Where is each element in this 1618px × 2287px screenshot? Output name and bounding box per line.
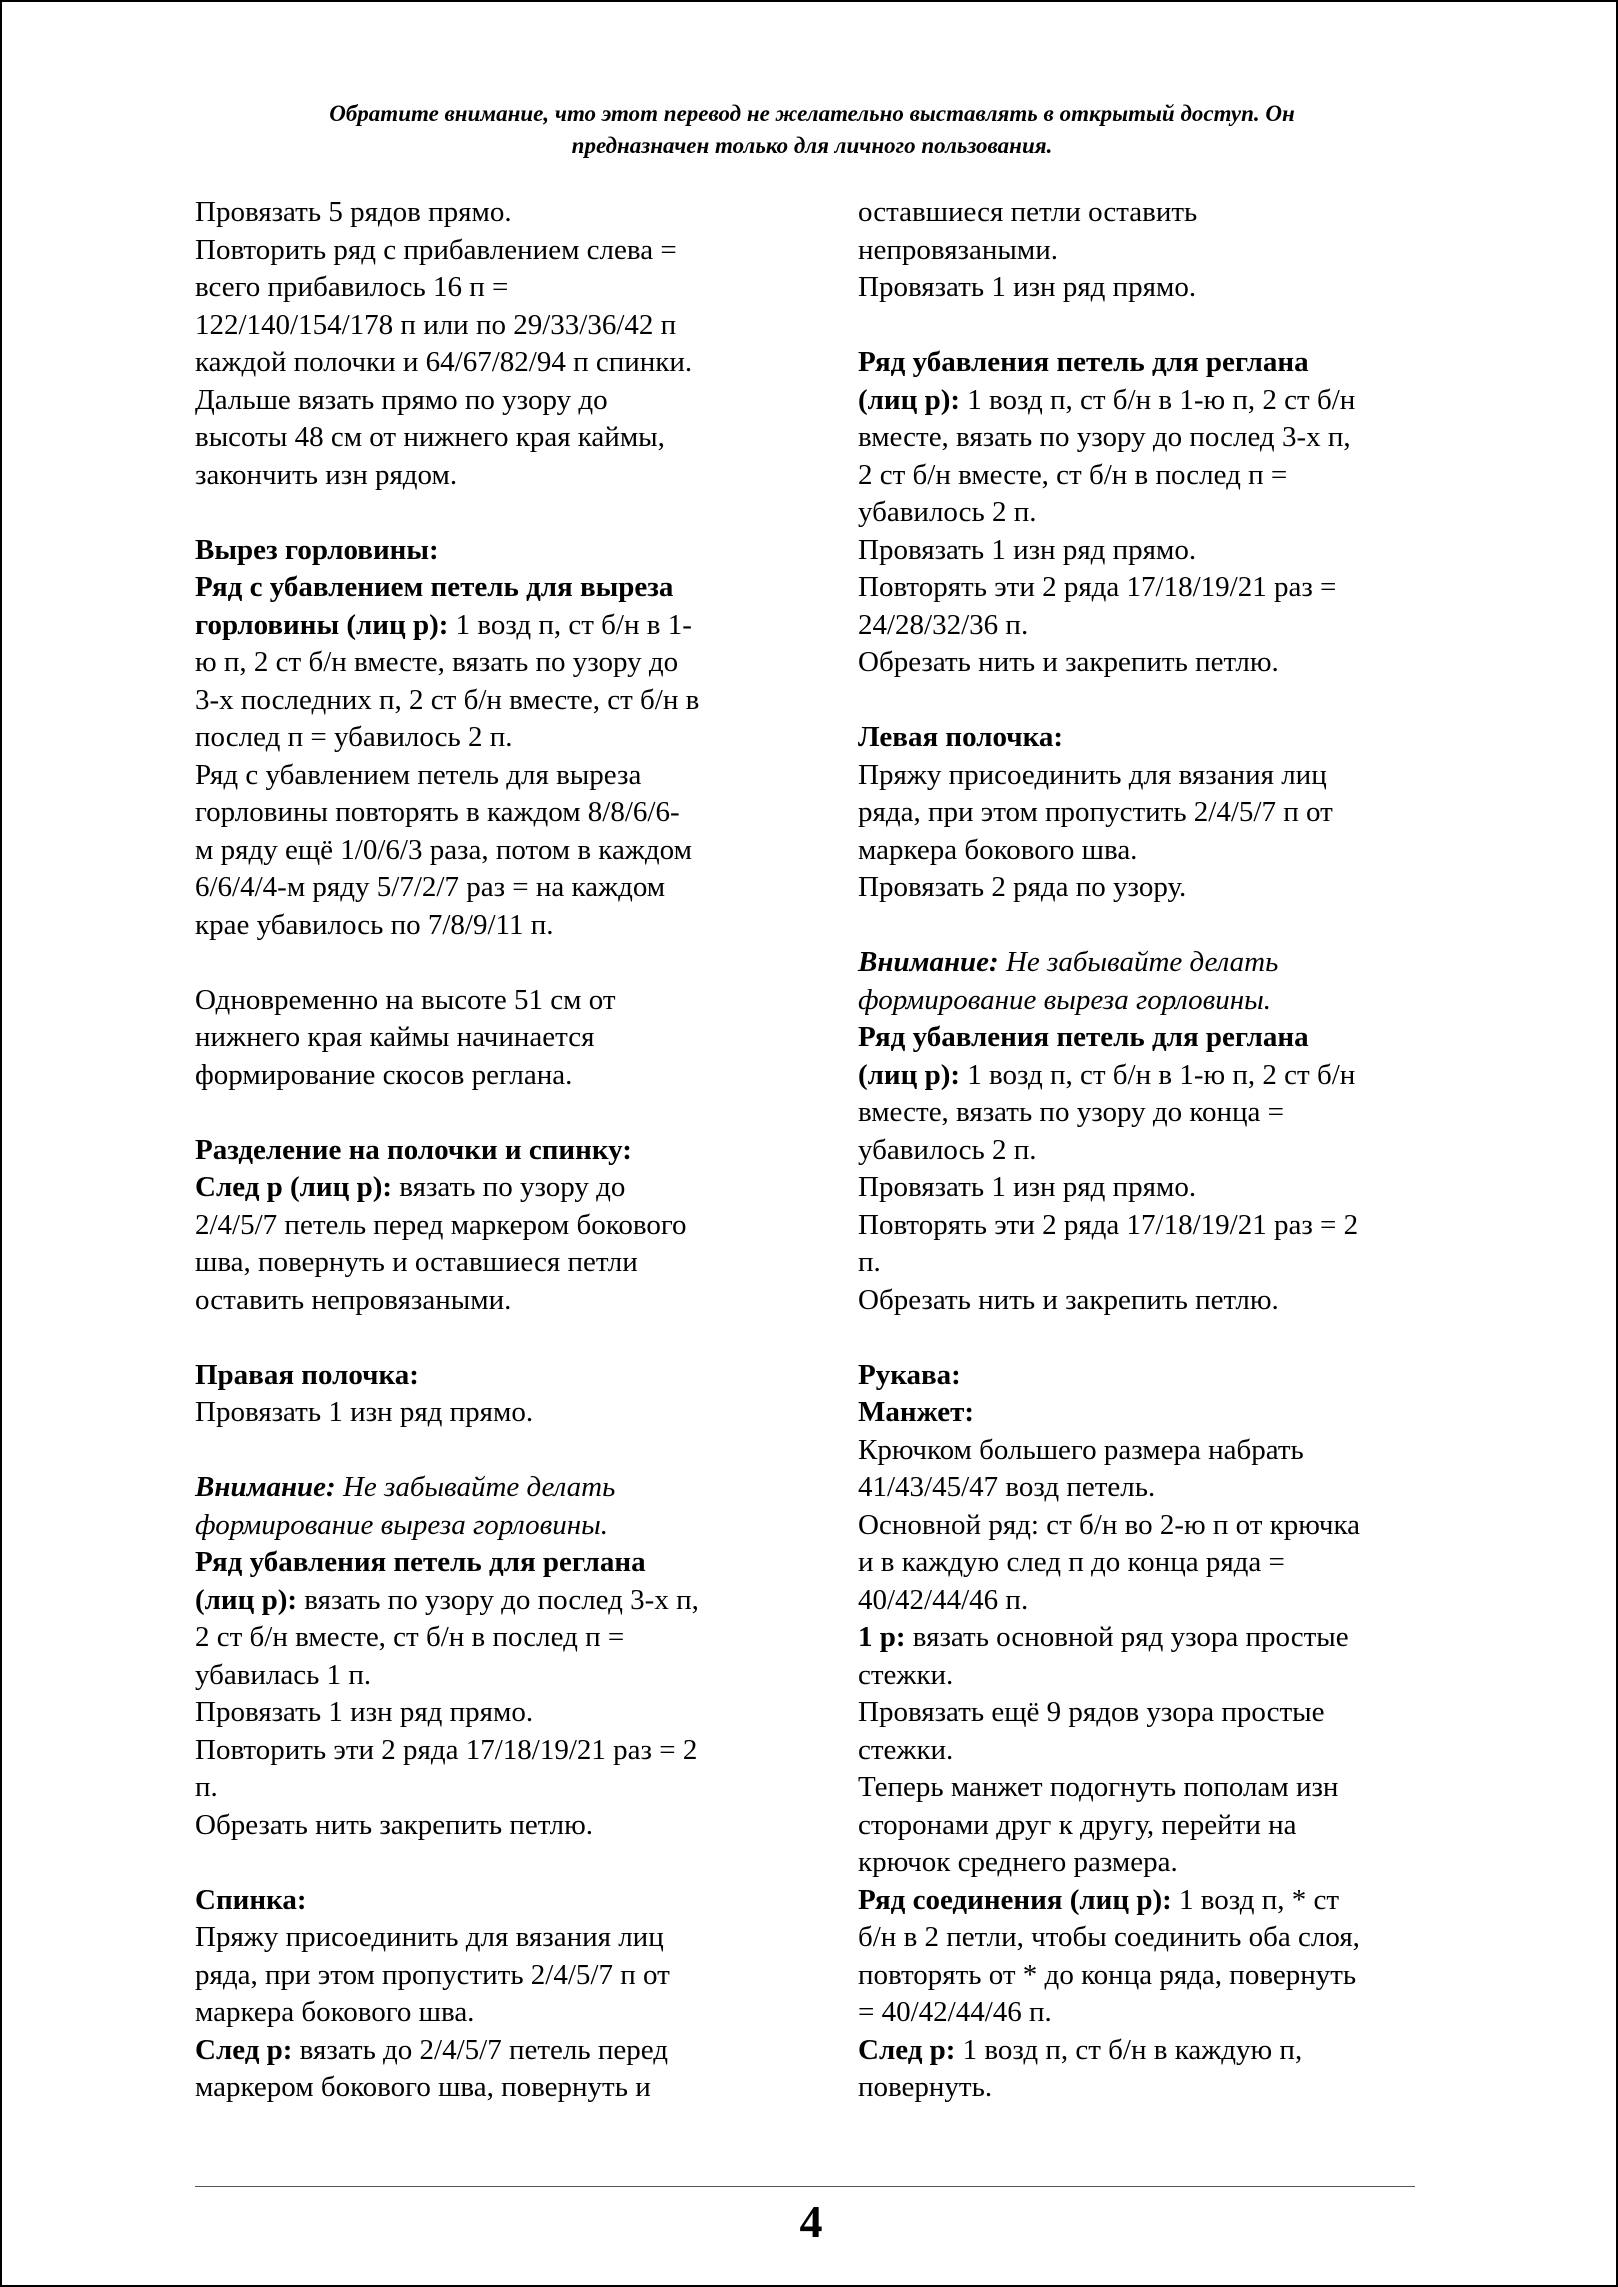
styled-text: Спинка: <box>195 1883 307 1916</box>
text-run: стежки. <box>858 1658 954 1691</box>
paragraph-gap <box>195 944 795 982</box>
privacy-notice <box>162 98 1462 162</box>
text-line <box>195 532 795 570</box>
text-line <box>858 532 1438 570</box>
text-line <box>858 644 1438 682</box>
text-run: нижнего края каймы начинается <box>195 1021 595 1053</box>
text-line <box>195 1882 795 1920</box>
text-run: Повторить эти 2 ряда 17/18/19/21 раз = 2 <box>195 1733 698 1766</box>
text-line <box>858 1132 1438 1170</box>
text-run: повторять от * до конца ряда, повернуть <box>858 1958 1357 1991</box>
text-run: вязать до 2/4/5/7 петель перед <box>292 2033 668 2066</box>
text-run: Ряд с убавлением петель для выреза <box>195 758 642 791</box>
text-run: = 40/42/44/46 п. <box>858 1996 1052 2028</box>
text-run: Обрезать нить и закрепить петлю. <box>858 646 1279 678</box>
text-line <box>195 1244 795 1282</box>
text-line <box>858 1919 1438 1957</box>
text-run: Провязать 2 ряда по узору. <box>858 871 1187 903</box>
text-run: повернуть. <box>858 2071 993 2103</box>
text-line <box>195 982 795 1020</box>
styled-text: Ряд убавления петель для реглана <box>858 346 1309 378</box>
text-line <box>858 1282 1438 1320</box>
paragraph-gap <box>858 307 1438 345</box>
styled-text: Ряд убавления петель для реглана <box>858 1021 1309 1053</box>
styled-text: Разделение на полочки и спинку: <box>195 1133 632 1166</box>
text-line <box>858 1432 1438 1470</box>
text-line <box>858 1244 1438 1282</box>
text-run: 3-х последних п, 2 ст б/н вместе, ст б/н в <box>195 683 700 716</box>
text-run: убавилось 2 п. <box>858 1133 1037 1166</box>
text-line <box>195 1657 795 1695</box>
text-line <box>195 419 795 457</box>
styled-text: Внимание: <box>858 946 999 978</box>
text-line <box>858 2069 1438 2107</box>
text-line <box>858 1769 1438 1807</box>
text-run: Провязать 5 рядов прямо. <box>195 196 512 228</box>
text-line <box>195 269 795 307</box>
text-run: сторонами друг к другу, перейти на <box>858 1808 1297 1841</box>
styled-text: Ряд соединения (лиц р): <box>858 1883 1172 1916</box>
styled-text: Не забывайте делать <box>998 946 1279 978</box>
text-run: вязать основной ряд узора простые <box>905 1621 1349 1653</box>
text-line <box>195 1132 795 1170</box>
styled-text: (лиц р): <box>858 383 961 416</box>
text-run: маркера бокового шва. <box>858 833 1138 866</box>
text-line <box>858 1057 1438 1095</box>
text-run: крючок среднего размера. <box>858 1846 1178 1878</box>
text-run: вязать по узору до послед 3-х п, <box>297 1583 699 1616</box>
text-run: 2 ст б/н вместе, ст б/н в послед п = <box>195 1621 625 1653</box>
styled-text: (лиц р): <box>858 1058 961 1091</box>
text-run: горловины повторять в каждом 8/8/6/6- <box>195 796 680 828</box>
text-run: и в каждую след п до конца ряда = <box>858 1546 1285 1578</box>
text-run: Основной ряд: ст б/н во 2-ю п от крючка <box>858 1508 1360 1541</box>
text-line <box>858 1544 1438 1582</box>
text-line <box>195 832 795 870</box>
paragraph-gap <box>195 494 795 532</box>
text-run: Провязать ещё 9 рядов узора простые <box>858 1696 1325 1728</box>
text-line <box>195 1282 795 1320</box>
text-run: Обрезать нить и закрепить петлю. <box>858 1283 1279 1316</box>
styled-text: Правая полочка: <box>195 1358 419 1391</box>
text-line <box>858 757 1438 795</box>
text-run: п. <box>195 1771 218 1803</box>
text-run: 122/140/154/178 п или по 29/33/36/42 п <box>195 308 677 341</box>
text-run: стежки. <box>858 1733 954 1766</box>
text-line <box>858 1807 1438 1845</box>
styled-text: (лиц р): <box>195 1583 298 1616</box>
text-line <box>858 1882 1438 1920</box>
text-line <box>858 457 1438 495</box>
text-run: ряда, при этом пропустить 2/4/5/7 п от <box>858 796 1333 828</box>
text-line <box>195 1582 795 1620</box>
text-run: 1 возд п, ст б/н в 1-ю п, 2 ст б/н <box>960 1058 1356 1091</box>
text-line <box>858 1994 1438 2032</box>
text-line <box>858 1619 1438 1657</box>
text-run: формирование скосов реглана. <box>195 1058 573 1091</box>
text-line <box>195 1919 795 1957</box>
text-line <box>195 1769 795 1807</box>
styled-text: След р: <box>195 2033 293 2066</box>
text-line <box>195 1732 795 1770</box>
text-run: маркера бокового шва. <box>195 1996 475 2028</box>
text-line <box>858 1394 1438 1432</box>
page-number: 4 <box>799 2196 823 2247</box>
styled-text: Вырез горловины: <box>195 533 439 566</box>
text-line <box>858 607 1438 645</box>
paragraph-gap <box>858 682 1438 720</box>
styled-text: 1 р: <box>858 1621 906 1653</box>
text-line <box>195 1207 795 1245</box>
text-run: 41/43/45/47 возд петель. <box>858 1471 1156 1503</box>
text-run: Провязать 1 изн ряд прямо. <box>858 1171 1197 1203</box>
text-line <box>195 1694 795 1732</box>
text-run: вместе, вязать по узору до послед 3-х п, <box>858 421 1351 453</box>
text-line <box>195 1357 795 1395</box>
text-run: высоты 48 см от нижнего края каймы, <box>195 421 665 453</box>
text-line <box>858 1957 1438 1995</box>
text-run: оставить непровязаными. <box>195 1283 512 1316</box>
text-run: б/н в 2 петли, чтобы соединить оба слоя, <box>858 1921 1360 1953</box>
text-line <box>195 1507 795 1545</box>
text-line <box>195 1994 795 2032</box>
text-run: послед п = убавилось 2 п. <box>195 721 513 753</box>
text-line <box>858 1169 1438 1207</box>
footer-divider <box>195 2186 1415 2187</box>
text-run: 40/42/44/46 п. <box>858 1583 1029 1616</box>
text-run: каждой полочки и 64/67/82/94 п спинки. <box>195 346 693 378</box>
text-line <box>195 232 795 270</box>
text-line <box>858 1469 1438 1507</box>
text-line <box>195 344 795 382</box>
text-line <box>195 2032 795 2070</box>
text-line <box>858 1657 1438 1695</box>
text-run: Одновременно на высоте 51 см от <box>195 983 616 1016</box>
styled-text: Ряд убавления петель для реглана <box>195 1546 646 1578</box>
text-run: Крючком большего размера набрать <box>858 1433 1304 1466</box>
text-line <box>195 569 795 607</box>
text-line <box>195 2069 795 2107</box>
text-line <box>858 569 1438 607</box>
text-run: Пряжу присоединить для вязания лиц <box>858 758 1327 791</box>
text-run: шва, повернуть и оставшиеся петли <box>195 1246 638 1278</box>
text-line <box>858 1694 1438 1732</box>
text-line <box>195 1169 795 1207</box>
privacy-notice-line: Обратите внимание, что этот перевод не желательно выставлять в открытый доступ. Он <box>329 101 1295 126</box>
text-line <box>858 1507 1438 1545</box>
text-run: закончить изн рядом. <box>195 458 458 491</box>
privacy-notice-line: предназначен только для личного пользования. <box>571 133 1053 158</box>
text-line <box>858 194 1438 232</box>
text-run: оставшиеся петли оставить <box>858 196 1198 228</box>
text-run: п. <box>858 1246 881 1278</box>
text-line <box>858 1019 1438 1057</box>
text-run: Провязать 1 изн ряд прямо. <box>858 271 1197 303</box>
text-line <box>858 344 1438 382</box>
text-run: ю п, 2 ст б/н вместе, вязать по узору до <box>195 646 679 678</box>
text-line <box>858 982 1438 1020</box>
text-run: непровязаными. <box>858 233 1059 266</box>
text-line <box>195 194 795 232</box>
text-line <box>195 1619 795 1657</box>
right-text-column <box>858 194 1438 2107</box>
left-text-column <box>195 194 795 2107</box>
text-run: 2/4/5/7 петель перед маркером бокового <box>195 1208 687 1241</box>
text-run: 2 ст б/н вместе, ст б/н в послед п = <box>858 458 1288 491</box>
text-line <box>195 457 795 495</box>
text-run: маркером бокового шва, повернуть и <box>195 2071 651 2103</box>
text-line <box>195 757 795 795</box>
styled-text: формирование выреза горловины. <box>858 983 1272 1016</box>
text-run: Обрезать нить закрепить петлю. <box>195 1808 594 1841</box>
text-line <box>858 269 1438 307</box>
styled-text: След р: <box>858 2033 956 2066</box>
text-line <box>195 644 795 682</box>
text-run: Повторить ряд с прибавлением слева = <box>195 233 677 266</box>
text-run: убавилось 2 п. <box>858 496 1037 528</box>
paragraph-gap <box>195 1432 795 1470</box>
text-line <box>858 382 1438 420</box>
text-line <box>195 1057 795 1095</box>
text-run: Дальше вязать прямо по узору до <box>195 383 608 416</box>
text-line <box>195 682 795 720</box>
text-line <box>195 607 795 645</box>
styled-text: горловины (лиц р): <box>195 608 449 641</box>
styled-text: Левая полочка: <box>858 721 1064 753</box>
styled-text: Рукава: <box>858 1358 961 1391</box>
text-line <box>858 719 1438 757</box>
text-line <box>195 719 795 757</box>
text-line <box>858 869 1438 907</box>
text-run: 1 возд п, * ст <box>1171 1883 1340 1916</box>
text-run: Пряжу присоединить для вязания лиц <box>195 1921 664 1953</box>
text-run: 6/6/4/4-м ряду 5/7/2/7 раз = на каждом <box>195 871 666 903</box>
text-run: Повторять эти 2 ряда 17/18/19/21 раз = 2 <box>858 1208 1359 1241</box>
paragraph-gap <box>858 907 1438 945</box>
paragraph-gap <box>195 1319 795 1357</box>
text-line <box>195 794 795 832</box>
text-run: Провязать 1 изн ряд прямо. <box>858 533 1197 566</box>
text-run: м ряду ещё 1/0/6/3 раза, потом в каждом <box>195 833 692 866</box>
text-line <box>195 1469 795 1507</box>
text-line <box>858 1207 1438 1245</box>
paragraph-gap <box>195 1094 795 1132</box>
text-line <box>858 832 1438 870</box>
text-run: Провязать 1 изн ряд прямо. <box>195 1396 534 1428</box>
text-run: крае убавилось по 7/8/9/11 п. <box>195 908 554 941</box>
text-run: 1 возд п, ст б/н в 1- <box>448 608 692 641</box>
text-line <box>195 907 795 945</box>
styled-text: Не забывайте делать <box>335 1471 616 1503</box>
text-run: 1 возд п, ст б/н в 1-ю п, 2 ст б/н <box>960 383 1356 416</box>
text-run: всего прибавилось 16 п = <box>195 271 509 303</box>
styled-text: Внимание: <box>195 1471 336 1503</box>
text-run: убавилась 1 п. <box>195 1658 372 1691</box>
text-line <box>858 794 1438 832</box>
text-line <box>858 494 1438 532</box>
text-run: ряда, при этом пропустить 2/4/5/7 п от <box>195 1958 670 1991</box>
text-line <box>195 869 795 907</box>
text-run: Теперь манжет подогнуть пополам изн <box>858 1771 1339 1803</box>
text-run: вязать по узору до <box>392 1171 626 1203</box>
text-run: Повторять эти 2 ряда 17/18/19/21 раз = <box>858 571 1337 603</box>
text-line <box>858 1732 1438 1770</box>
text-line <box>195 1394 795 1432</box>
text-line <box>195 1019 795 1057</box>
paragraph-gap <box>195 1844 795 1882</box>
text-run: 1 возд п, ст б/н в каждую п, <box>955 2033 1303 2066</box>
text-line <box>858 1582 1438 1620</box>
text-line <box>858 2032 1438 2070</box>
styled-text: Ряд с убавлением петель для выреза <box>195 571 674 603</box>
paragraph-gap <box>858 1319 1438 1357</box>
text-line <box>858 1357 1438 1395</box>
text-line <box>858 944 1438 982</box>
text-line <box>195 1807 795 1845</box>
text-line <box>195 1957 795 1995</box>
text-line <box>858 1094 1438 1132</box>
styled-text: Манжет: <box>858 1396 974 1428</box>
styled-text: формирование выреза горловины. <box>195 1508 609 1541</box>
text-line <box>195 1544 795 1582</box>
text-line <box>858 232 1438 270</box>
text-line <box>195 382 795 420</box>
text-run: вместе, вязать по узору до конца = <box>858 1096 1284 1128</box>
text-run: Провязать 1 изн ряд прямо. <box>195 1696 534 1728</box>
text-run: 24/28/32/36 п. <box>858 608 1029 641</box>
text-line <box>195 307 795 345</box>
text-line <box>858 1844 1438 1882</box>
text-line <box>858 419 1438 457</box>
styled-text: След р (лиц р): <box>195 1171 393 1203</box>
